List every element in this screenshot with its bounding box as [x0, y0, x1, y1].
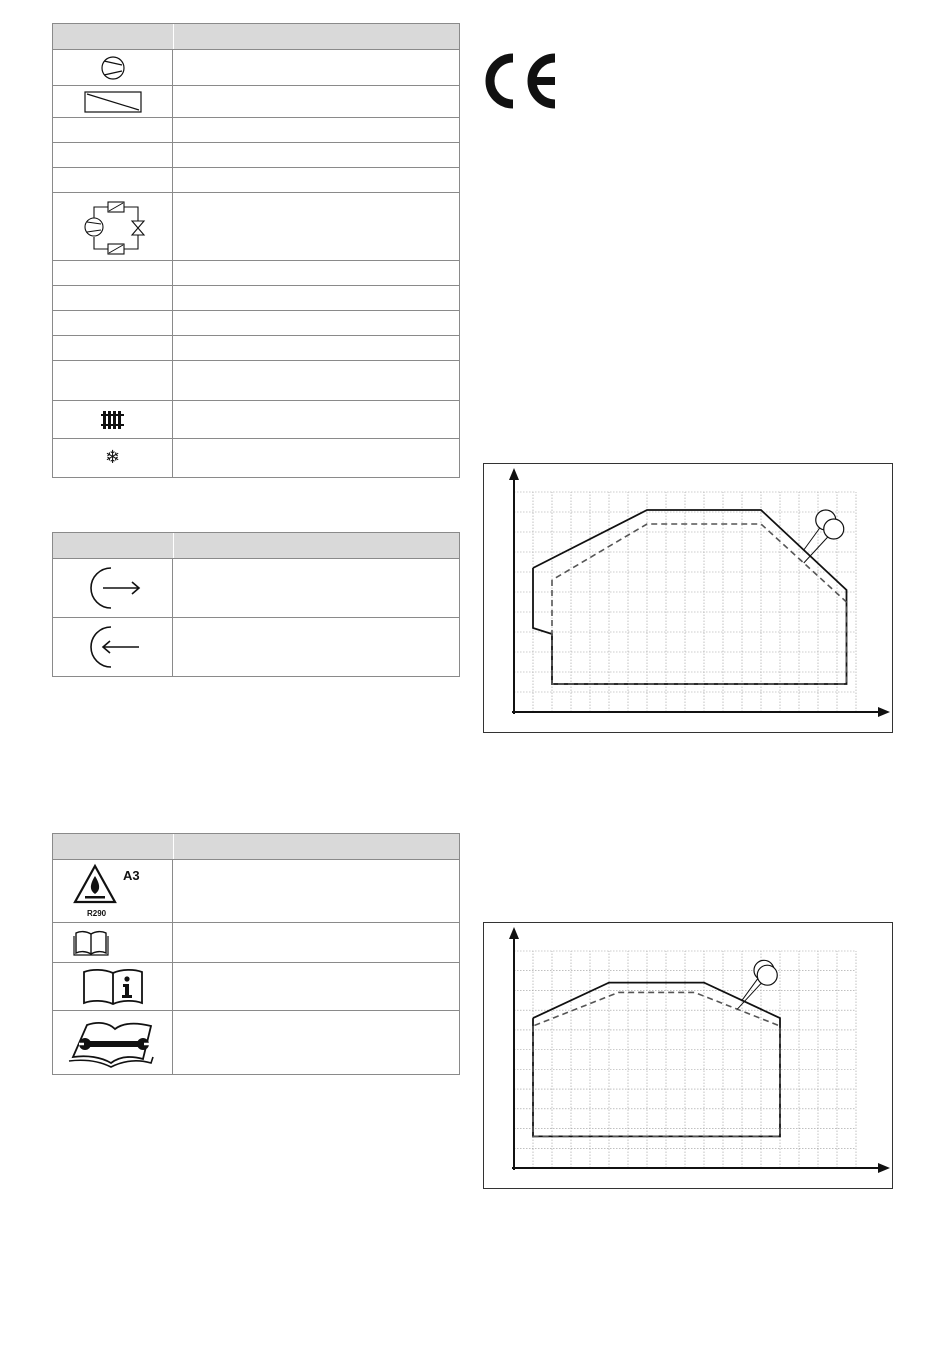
compressor-icon — [98, 54, 128, 82]
table-row — [53, 923, 459, 963]
table-header — [53, 834, 459, 860]
table-row — [53, 286, 459, 311]
row-text — [173, 860, 459, 922]
row-text — [173, 923, 459, 962]
row-text — [173, 1011, 459, 1074]
snowflake-icon: ❄ — [104, 447, 121, 468]
row-text — [173, 311, 459, 335]
table-row — [53, 193, 459, 261]
table-row — [53, 311, 459, 336]
table-header — [53, 24, 459, 50]
ce-mark-icon — [481, 50, 561, 112]
header-meaning — [174, 24, 459, 49]
table-row — [53, 336, 459, 361]
refrigerant-label: R290 — [86, 909, 106, 918]
table-row — [53, 168, 459, 193]
header-meaning — [174, 533, 459, 558]
row-text — [173, 193, 459, 260]
callout-circle — [824, 519, 844, 539]
table-row — [53, 860, 459, 923]
table-row — [53, 86, 459, 118]
row-text — [173, 143, 459, 167]
table-row — [53, 261, 459, 286]
header-symbol — [53, 533, 174, 558]
row-text — [173, 286, 459, 310]
row-text — [173, 50, 459, 85]
symbols-table — [52, 23, 460, 478]
table-row — [53, 559, 459, 618]
series-line-1 — [533, 983, 780, 1137]
header-meaning — [174, 834, 459, 859]
manual-book-icon — [73, 929, 109, 957]
row-text — [173, 261, 459, 285]
chart-2 — [483, 922, 893, 1189]
callout-leader — [737, 983, 761, 1009]
y-axis-arrow — [509, 468, 519, 480]
row-text — [173, 361, 459, 400]
callout-leader — [804, 537, 828, 563]
chart-1 — [483, 463, 893, 733]
table-header — [53, 533, 459, 559]
header-symbol — [53, 24, 174, 49]
row-text — [173, 559, 459, 617]
x-axis-arrow — [878, 1163, 890, 1173]
row-text — [173, 168, 459, 192]
table-row — [53, 118, 459, 143]
outlet-arrow-icon — [81, 563, 145, 613]
class-label: A3 — [122, 868, 140, 883]
callout-leader — [804, 528, 820, 550]
refrigerant-circuit-icon — [80, 197, 146, 257]
table-row — [53, 618, 459, 676]
table-row — [53, 963, 459, 1011]
heat-exchanger-icon — [83, 90, 143, 114]
warnings-table — [52, 833, 460, 1075]
ce-mark — [481, 50, 561, 117]
row-text — [173, 439, 459, 477]
chart-2-svg — [484, 923, 894, 1190]
table-row — [53, 143, 459, 168]
chart-1-svg — [484, 464, 894, 734]
callout-circle — [757, 965, 777, 985]
flammable-warning-icon — [71, 862, 155, 920]
header-symbol — [53, 834, 174, 859]
series-line-2 — [533, 992, 780, 1136]
row-text — [173, 86, 459, 117]
manual-info-icon — [80, 967, 146, 1007]
table-row — [53, 1011, 459, 1074]
inlet-arrow-icon — [81, 622, 145, 672]
connections-table — [52, 532, 460, 677]
table-row — [53, 361, 459, 401]
row-text — [173, 118, 459, 142]
radiator-icon — [101, 409, 125, 431]
x-axis-arrow — [878, 707, 890, 717]
row-text — [173, 963, 459, 1010]
row-text — [173, 618, 459, 676]
table-row — [53, 50, 459, 86]
y-axis-arrow — [509, 927, 519, 939]
service-manual-icon — [65, 1017, 161, 1069]
table-row — [53, 401, 459, 439]
series-line-1 — [533, 510, 847, 684]
row-text — [173, 336, 459, 360]
table-row — [53, 439, 459, 477]
row-text — [173, 401, 459, 438]
